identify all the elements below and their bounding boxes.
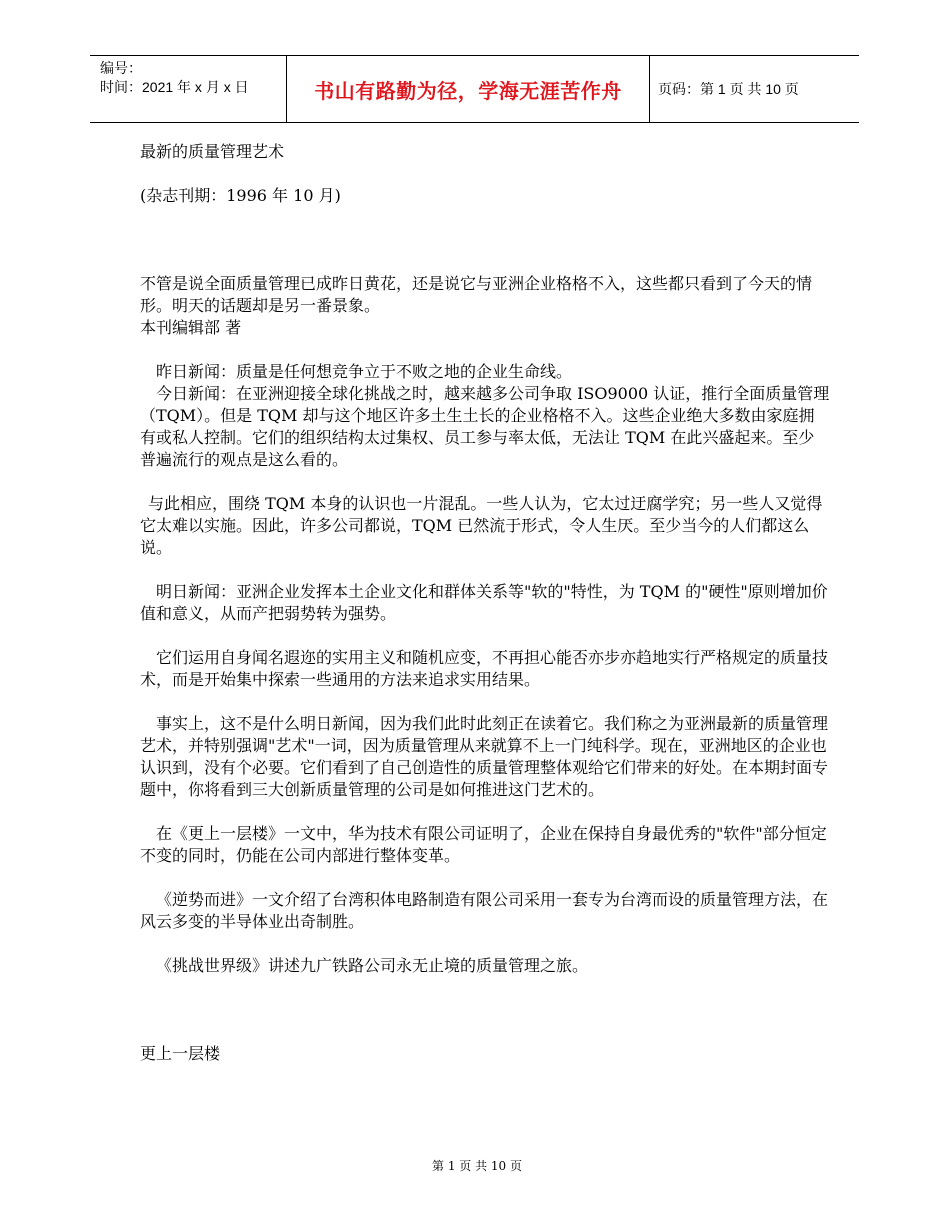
header-motto-cell bbox=[286, 56, 650, 122]
article-title: 最新的质量管理艺术 bbox=[140, 142, 285, 161]
paragraph-huawei: 在《更上一层楼》一文中，华为技术有限公司证明了，企业在保持自身最优秀的"软件"部分恒定不变的同时，仍能在公司内部进行整体变革。 bbox=[140, 824, 827, 865]
section-heading: 更上一层楼 bbox=[140, 1044, 221, 1063]
paragraph-yesterday: 昨日新闻：质量是任何想竞争立于不败之地的企业生命线。 bbox=[156, 362, 573, 381]
header-motto: 书山有路勤为径，学海无涯苦作舟 bbox=[314, 78, 622, 103]
paragraph-taiwan: 《逆势而进》一文介绍了台湾积体电路制造有限公司采用一套专为台湾而设的质量管理方法，在风云多变的半导体业出奇制胜。 bbox=[140, 890, 829, 931]
paragraph-today: 今日新闻：在亚洲迎接全球化挑战之时，越来越多公司争取 ISO9000 认证，推行全面质量管理（TQM）。但是 TQM 却与这个地区许多土生土长的企业格格不入。这些企业绝大多数由家庭拥有或私人控制。它们的组织结构太过集权、员工参与率太低，无法让 TQM 在此兴盛起来。至少普遍流行的观点是这么看的。 bbox=[140, 384, 830, 469]
paragraph-tomorrow: 明日新闻：亚洲企业发挥本土企业文化和群体关系等"软的"特性，为 TQM 的"硬性"原则增加价值和意义，从而产把弱势转为强势。 bbox=[140, 582, 828, 623]
document-date: 时间：2021 年 x 月 x 日 bbox=[100, 79, 249, 95]
page-footer bbox=[0, 1157, 950, 1174]
page-header bbox=[90, 55, 859, 123]
article-body bbox=[140, 141, 830, 1065]
paragraph-confusion: 与此相应，围绕 TQM 本身的认识也一片混乱。一些人认为，它太过迂腐学究；另一些人又觉得它太难以实施。因此，许多公司都说，TQM 已然流于形式，令人生厌。至少当今的人们都这么说。 bbox=[140, 494, 823, 557]
footer-page-number: 第 1 页 共 10 页 bbox=[432, 1159, 522, 1173]
header-page-info: 页码：第 1 页 共 10 页 bbox=[658, 81, 799, 97]
paragraph-railway: 《挑战世界级》讲述九广铁路公司永无止境的质量管理之旅。 bbox=[156, 956, 589, 975]
article-issue: (杂志刊期：1996 年 10 月) bbox=[140, 186, 341, 205]
article-byline: 本刊编辑部 著 bbox=[140, 318, 242, 337]
article-lead: 不管是说全面质量管理已成昨日黄花，还是说它与亚洲企业格格不入，这些都只看到了今天的情形。明天的话题却是另一番景象。 bbox=[140, 274, 813, 315]
header-meta bbox=[90, 56, 286, 122]
paragraph-pragmatism: 它们运用自身闻名遐迩的实用主义和随机应变，不再担心能否亦步亦趋地实行严格规定的质量技术，而是开始集中探索一些通用的方法来追求实用结果。 bbox=[140, 648, 829, 689]
header-page-cell bbox=[650, 56, 859, 122]
document-number-label: 编号： bbox=[100, 60, 142, 76]
paragraph-fact: 事实上，这不是什么明日新闻，因为我们此时此刻正在读着它。我们称之为亚洲最新的质量管理艺术，并特别强调"艺术"一词，因为质量管理从来就算不上一门纯科学。现在，亚洲地区的企业也认识到，没有个必要。它们看到了自己创造性的质量管理整体观给它们带来的好处。在本期封面专题中，你将看到三大创新质量管理的公司是如何推进这门艺术的。 bbox=[140, 714, 829, 799]
